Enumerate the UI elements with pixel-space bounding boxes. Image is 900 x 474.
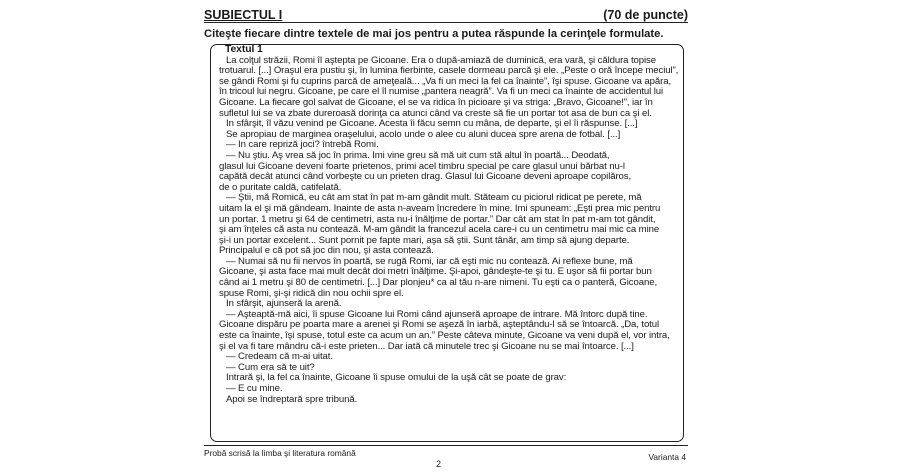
header-rule [204,22,688,23]
passage-line: — E cu mine. [226,384,283,394]
passage-line: În sfârşit, ajunseră la arenă. [226,299,342,310]
passage-line: când ai 1 metru şi 80 de centimetri. [...] Dar plonjeu* ca al tău n-are nimeni. Tu eşti ca o panteră, Gicoane, [219,278,658,289]
passage-line: trotuarul. [...] Oraşul era pustiu şi, în lumina fierbinte, casele dormeau parcă şi ele. „Peste o oră începe meciul”, [219,66,679,77]
passage-line: — Credeam că m-ai uitat. [226,352,333,363]
passage-line: spuse Romi, şi-şi ridică din nou ochii spre el. [219,288,404,299]
passage-line: Gicoane. La fiecare gol salvat de Gicoane, el se va ridica în picioare şi va striga: „Bravo, Gicoane!”, iar în [219,97,653,108]
passage-line: în tricoul lui negru. Gicoane, pe care el îl numise „pantera neagră”. Va fi un meci ca înainte de accidentul lui [219,87,664,98]
passage-line: În sfârşit, îl văzu venind pe Gicoane. Acesta îi făcu semn cu mâna, de departe, şi el îi răspunse. [...] [226,119,638,130]
passage-line: este ca înainte, îşi spuse, totul este ca acum un an.” Peste câteva minute, Gicoane va veni după el, vor intra, [219,331,670,342]
passage-line: sufletul lui se va zbate dureroasă dorinţa ca atunci când va creste să fie un portar tot asa de bun ca şi el. [219,108,652,119]
passage-line: şi-i un portar excelent... Sunt pornit pe fapte mari, aşa să ştii. Sunt tânăr, am timp să ajung departe. [219,235,630,246]
passage-line: şi el va fi tare mândru că-i este prieten... Dar iată că minutele trec şi Gicoane nu se mai întoarce. [...] [219,341,634,352]
passage-text [219,45,681,405]
passage-line: — Cum era să te uit? [226,362,315,373]
passage-line: uitam la el şi mă gândeam. Înainte de asta n-aveam încredere în mine. Îmi spuneam: „Eşti prea mic pentru [219,203,661,214]
passage-line: Intrară şi, la fel ca înainte, Gicoane îi spuse omului de la uşă cât se poate de grav: [226,373,567,384]
passage-line: Gicoane, şi asta face mai mult decât doi metri înălţime. Şi-apoi, gândeşte-te şi tu. E uşor să fii portar bun [219,267,652,278]
subject-title: SUBIECTUL I [204,8,283,22]
passage-line: glasul lui Gicoane deveni foarte prietenos, primi acel timbru special pe care glasul unui bărbat nu-l [219,161,625,172]
passage-line: de o puritate caldă, catifelată. [219,182,342,193]
passage-line: Se apropiau de marginea oraşelului, acolo unde o alee cu aluni ducea spre arena de fotbal. [...] [226,129,621,140]
passage-line: capătă decât atunci când vorbeşte cu un prieten drag. Glasul lui Gicoane deveni aproape copilăros, [219,172,632,183]
passage-line: — Numai să nu fii nervos în poartă, se rugă Romi, iar că eşti mic nu contează. Ai reflexe bune, mă [226,256,633,267]
passage-line: şi am înţeles că asta nu contează. M-am gândit la francezul acela care-i cu un centimetru mai mic ca mine [219,225,660,236]
instruction-text: Citeşte fiecare dintre textele de mai jos pentru a putea răspunde la cerinţele formulate. [204,28,664,40]
passage-line: Apoi se îndreptară spre tribună. [226,394,358,405]
passage-line: Principalul e că pot să joc din nou, şi asta contează. [219,246,434,257]
exam-name: Probă scrisă la limba şi literatura română [204,448,356,458]
page-number: 2 [436,459,442,469]
passage-line: — Nu ştiu. Aş vrea să joc în prima. Îmi vine greu să mă uit cum stă altul în poartă... Deodată, [226,150,610,161]
variant-label: Varianta 4 [648,452,686,462]
footer-rule [204,445,688,446]
passage-line: — Ştii, mă Romică, eu cât am stat în pat m-am gândit mult. Stăteam cu piciorul ridicat pe perete, mă [226,193,642,204]
passage-line: — În care repriză joci? întrebă Romi. [226,140,379,151]
passage-line: se gândi Romi şi fu cuprins parcă de ameţeală... „Va fi un meci la fel ca înainte”, îşi spuse. Gicoane va apăra, [219,76,672,87]
passage-line: La colţul străzii, Romi îl aştepta pe Gicoane. Era o după-amiază de duminică, era vară, şi căldura topise [226,55,656,66]
points-label: (70 de puncte) [603,8,688,22]
passage-title: Textul 1 [225,44,263,55]
passage-line: — Aşteaptă-mă aici, îi spuse Gicoane lui Romi când ajunseră aproape de intrare. Mă întorc după tine. [226,309,648,320]
passage-line: un portar. 1 metru şi 64 de centimetri, asta nu-i înălţime de portar.” Dar cât am stat în pat m-am tot gândit, [219,214,656,225]
passage-line: Gicoane dispăru pe poarta mare a arenei şi Romi se aşeză în iarbă, aşteptându-l să se întoarcă. „Da, totul [219,320,660,331]
